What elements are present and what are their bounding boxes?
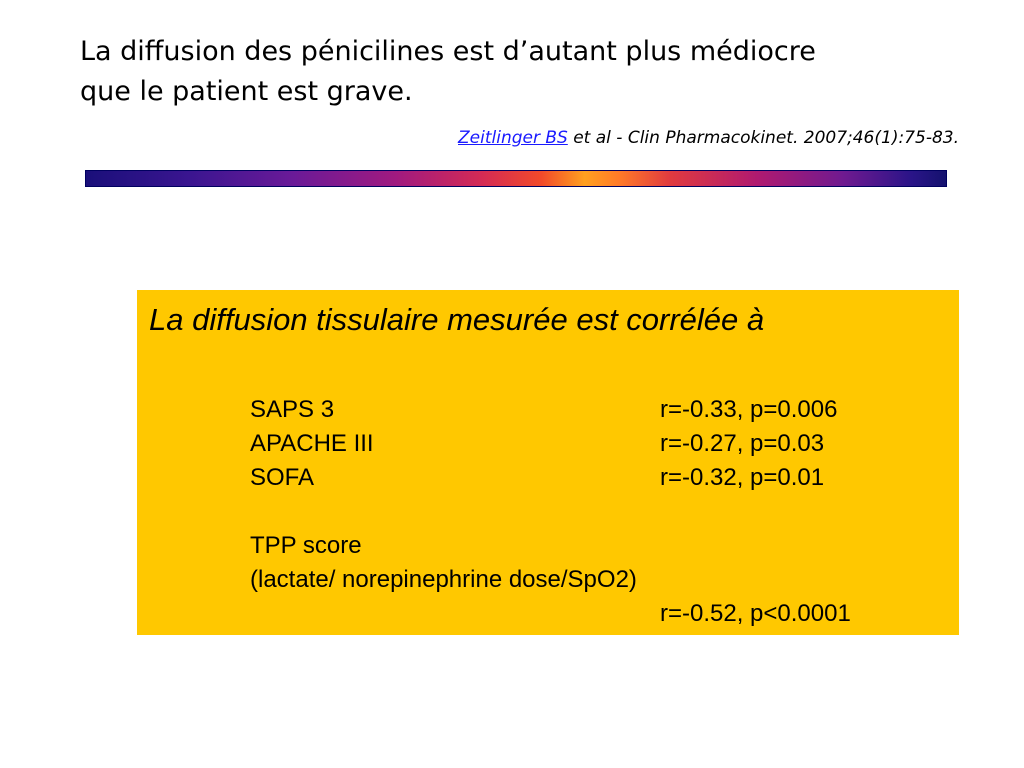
score-label: SOFA: [250, 464, 315, 491]
correlation-box: [137, 290, 959, 635]
citation: [458, 128, 959, 148]
slide-title-line-1: La diffusion des pénicilines est d’autant plus médiocre: [80, 36, 816, 67]
score-label: APACHE III: [250, 430, 374, 457]
citation-reference: et al - Clin Pharmacokinet. 2007;46(1):75-83.: [567, 128, 959, 148]
slide-title: [80, 32, 980, 112]
decorative-gradient-bar: [85, 170, 947, 187]
tpp-score-formula: (lactate/ norepinephrine dose/SpO2): [250, 566, 637, 593]
score-value: r=-0.33, p=0.006: [660, 396, 838, 423]
score-label: SAPS 3: [250, 396, 335, 423]
citation-author-link[interactable]: Zeitlinger BS: [458, 128, 568, 148]
tpp-score-label: TPP score: [250, 532, 362, 559]
score-value: r=-0.32, p=0.01: [660, 464, 825, 491]
score-value: r=-0.27, p=0.03: [660, 430, 825, 457]
slide-title-line-2: que le patient est grave.: [80, 76, 413, 107]
correlation-heading: La diffusion tissulaire mesurée est corrélée à: [149, 302, 765, 337]
tpp-score-value: r=-0.52, p<0.0001: [660, 600, 851, 627]
